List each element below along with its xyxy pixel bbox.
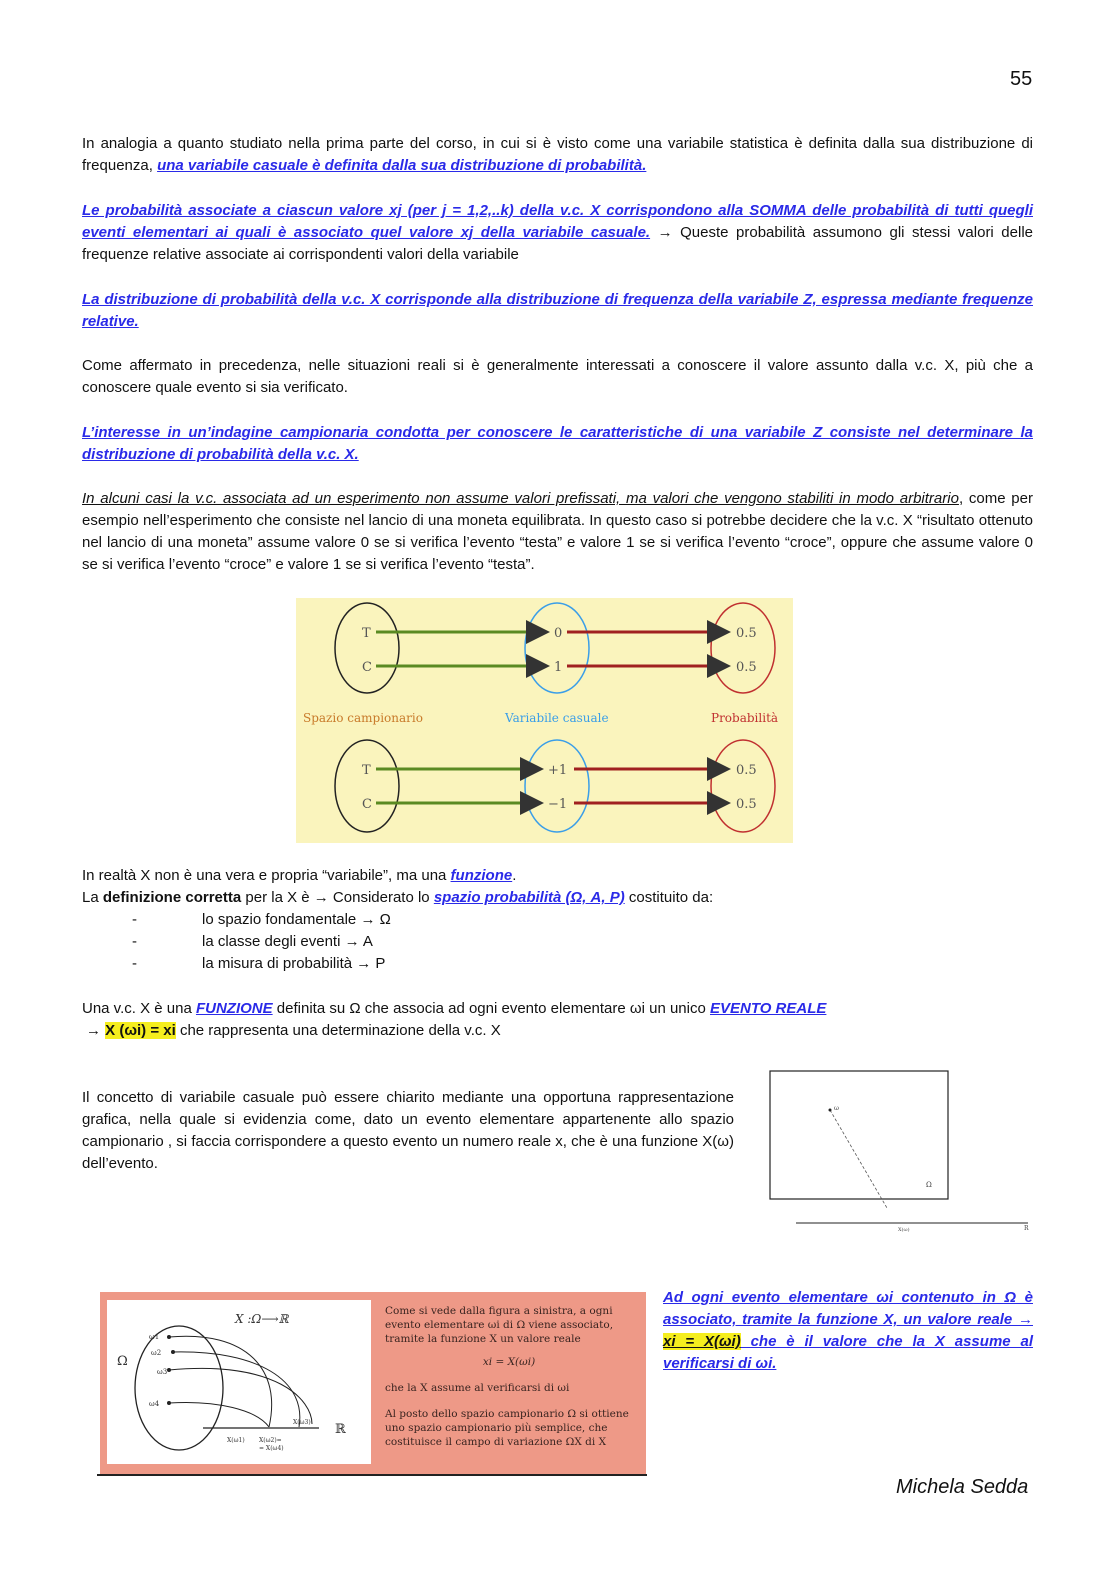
list-item xyxy=(132,953,385,975)
list-item-text: la misura di probabilità → P xyxy=(202,955,386,972)
bottom-event-1: T xyxy=(362,763,371,778)
Omega-symbol: Ω xyxy=(117,1354,128,1369)
funzione-link: funzione xyxy=(450,867,513,884)
event-point xyxy=(829,1109,832,1112)
definition-line-1 xyxy=(82,865,1033,887)
side-note-emphasis-2: che è il valore che la X assume al verificarsi di ωi. xyxy=(663,1333,1033,1372)
w3-label: ω3 xyxy=(157,1368,168,1376)
label-probability: Probabilità xyxy=(711,711,779,725)
w2-label: ω2 xyxy=(151,1349,162,1357)
top-prob-2: 0.5 xyxy=(736,660,757,675)
small-mapping-figure xyxy=(766,1068,1036,1233)
bottom-prob-2: 0.5 xyxy=(736,797,757,812)
paragraph-1 xyxy=(82,133,1033,177)
sample-space-oval xyxy=(135,1326,223,1450)
caption-formula: xi = X(ωi) xyxy=(482,1356,536,1368)
R-symbol: ℝ xyxy=(335,1422,346,1437)
definition-line-1-end: . xyxy=(512,867,517,884)
definition-line-2 xyxy=(82,887,1033,909)
vc-text-c: che rappresenta una determinazione della v.c. X xyxy=(175,1022,501,1039)
page-number: 55 xyxy=(1010,68,1033,90)
paragraph-4: Come affermato in precedenza, nelle situazioni reali si è generalmente interessati a conoscere il valore assunto dalla v.c. X, più che a conoscere quale evento si sia verificato. xyxy=(82,357,1033,396)
mapping-diagram xyxy=(296,598,793,843)
top-prob-1: 0.5 xyxy=(736,626,757,641)
sample-space-ellipse-bottom xyxy=(335,740,399,832)
side-note-highlight: xi = X(ωi) xyxy=(663,1333,741,1350)
vc-definition-line-1 xyxy=(82,998,1033,1020)
sample-space-box xyxy=(770,1071,948,1199)
paragraph-2 xyxy=(82,200,1033,266)
list-item xyxy=(132,909,391,931)
list-item-text: lo spazio fondamentale → Ω xyxy=(202,911,391,928)
paragraph-6-emphasis: In alcuni casi la v.c. associata ad un esperimento non assume valori prefissati, ma valori che vengono stabiliti in modo arbitrario xyxy=(82,490,959,507)
top-event-1: T xyxy=(362,626,371,641)
mapping-diagram-svg xyxy=(296,598,793,843)
list-dash: - xyxy=(132,955,137,972)
w1-label: ω1 xyxy=(149,1333,160,1341)
top-event-2: C xyxy=(362,660,372,675)
paragraph-1-text: In analogia a quanto studiato nella prima parte del corso, in cui si è visto come una variabile statistica è definita dalla sua distribuzione di frequenza, xyxy=(82,135,1033,174)
vc-definition-line-2 xyxy=(86,1020,1037,1042)
list-item-text: la classe degli eventi → A xyxy=(202,933,373,950)
label-random-variable: Variabile casuale xyxy=(505,711,609,725)
evento-reale-keyword: EVENTO REALE xyxy=(709,1000,827,1017)
list-item xyxy=(132,931,373,953)
R-label: R xyxy=(1024,1225,1029,1232)
list-dash: - xyxy=(132,933,137,950)
paragraph-3 xyxy=(82,289,1033,333)
omega-label: ω xyxy=(834,1105,839,1112)
bottom-value-2: −1 xyxy=(548,797,568,812)
author-signature: Michela Sedda xyxy=(896,1476,1029,1498)
top-value-1: 0 xyxy=(554,626,563,641)
function-title: X :Ω⟶ℝ xyxy=(235,1312,289,1326)
x-w3-label: X(ω3) xyxy=(293,1419,311,1426)
x-w4-label: = X(ω4) xyxy=(259,1445,284,1452)
side-note-emphasis-1: Ad ogni evento elementare ωi contenuto in Ω è associato, tramite la funzione X, un valore reale → xyxy=(663,1289,1033,1328)
vc-text-a: Una v.c. X è una xyxy=(82,1000,196,1017)
variable-ellipse-top xyxy=(525,603,589,693)
paragraph-1-emphasis: una variabile casuale è definita dalla sua distribuzione di probabilità. xyxy=(157,157,647,174)
definition-line-2-text-a: La xyxy=(82,889,103,906)
paragraph-7: Il concetto di variabile casuale può essere chiarito mediante una opportuna rappresentazione grafica, nella quale si evidenzia come, dato un evento elementare appartenente allo spazio campionario , si faccia corrispondere a questo evento un numero reale x, che è una funzione X(ω) dell’evento. xyxy=(82,1089,734,1172)
caption-text-1: Come si vede dalla figura a sinistra, a ogni evento elementare ωi di Ω viene associato, tramite la funzione X un valore reale xyxy=(385,1305,614,1345)
paragraph-5-emphasis: L’interesse in un’indagine campionaria condotta per conoscere le caratteristiche di una variabile Z consiste nel determinare la distribuzione di probabilità della v.c. X. xyxy=(82,424,1033,463)
bottom-event-2: C xyxy=(362,797,372,812)
definition-line-2-text-b: per la X è → Considerato lo xyxy=(241,889,434,906)
probability-ellipse-top xyxy=(711,603,775,693)
definition-line-1-text: In realtà X non è una vera e propria “variabile”, ma una xyxy=(82,867,451,884)
vc-highlight-formula: X (ωi) = xi xyxy=(105,1022,176,1039)
definition-bold: definizione corretta xyxy=(102,889,242,906)
sample-space-ellipse-top xyxy=(335,603,399,693)
variable-ellipse-bottom xyxy=(525,740,589,832)
vc-text-b: definita su Ω che associa ad ogni evento elementare ωi un unico xyxy=(272,1000,710,1017)
caption-text-3: Al posto dello spazio campionario Ω si ottiene uno spazio campionario più semplice, che costituisce il campo di variazione ΩX di X xyxy=(385,1408,629,1448)
side-note xyxy=(663,1287,1033,1375)
x-omega-label: X(ω) xyxy=(898,1227,910,1233)
vc-arrow: → xyxy=(86,1022,106,1039)
paragraph-2-text: → Queste probabilità assumono gli stessi valori delle frequenze relative associate ai corrispondenti valori della variabile xyxy=(82,224,1033,263)
function-diagram xyxy=(107,1300,371,1464)
probability-space-link: spazio probabilità (Ω, A, P) xyxy=(433,889,625,906)
caption-text-2: che la X assume al verificarsi di ωi xyxy=(385,1382,570,1394)
x-w2-label: X(ω2)= xyxy=(259,1437,282,1444)
list-dash: - xyxy=(132,911,137,928)
funzione-keyword: FUNZIONE xyxy=(195,1000,273,1017)
top-value-2: 1 xyxy=(554,660,563,675)
Omega-label: Ω xyxy=(926,1181,932,1189)
bottom-value-1: +1 xyxy=(548,763,568,778)
definition-line-2-text-c: costituito da: xyxy=(624,889,714,906)
paragraph-5 xyxy=(82,422,1033,466)
paragraph-6-text: , come per esempio nell’esperimento che consiste nel lancio di una moneta equilibrata. In questo caso si potrebbe decidere che la v.c. X “risultato ottenuto nel lancio di una moneta” assume valore 0 se si verifica l’evento “testa” e valore 1 se si verifica l’evento “croce”, oppure che assume valore 0 se si verifica l’evento “croce” e valore 1 se si verifica l’evento “testa”. xyxy=(82,490,1033,573)
paragraph-6 xyxy=(82,488,1033,576)
probability-ellipse-bottom xyxy=(711,740,775,832)
mapping-line xyxy=(830,1110,887,1208)
bottom-prob-1: 0.5 xyxy=(736,763,757,778)
figure-underline xyxy=(97,1474,647,1476)
label-sample-space: Spazio campionario xyxy=(303,711,423,725)
paragraph-3-emphasis: La distribuzione di probabilità della v.c. X corrisponde alla distribuzione di frequenza della variabile Z, espressa mediante frequenze relative. xyxy=(82,291,1033,330)
figure-caption xyxy=(385,1304,633,1449)
w4-label: ω4 xyxy=(149,1400,160,1408)
x-w1-label: X(ω1) xyxy=(227,1437,245,1444)
paragraph-2-emphasis: Le probabilità associate a ciascun valore xj (per j = 1,2,..k) della v.c. X corrispondono alla SOMMA delle probabilità di tutti quegli eventi elementari ai quali è associato quel valore xj della variabile casuale. xyxy=(82,202,1033,241)
textbook-figure xyxy=(100,1292,646,1476)
